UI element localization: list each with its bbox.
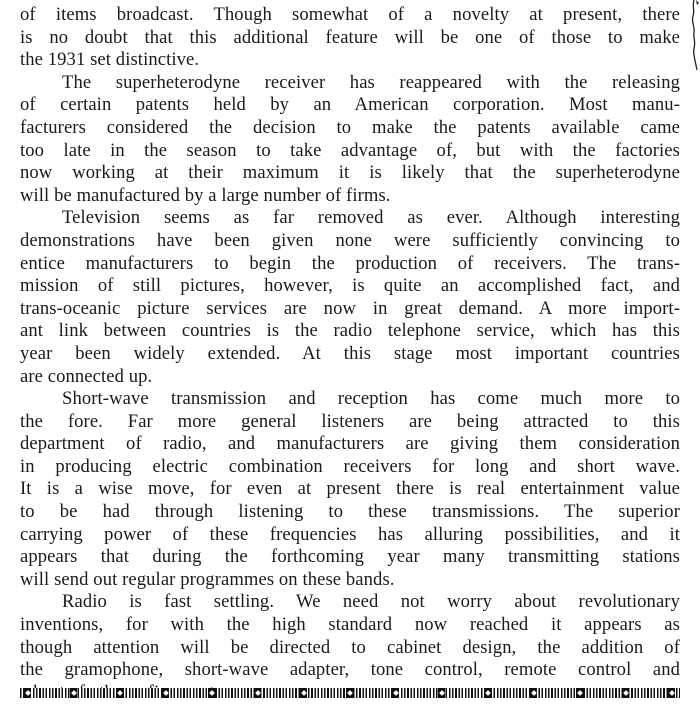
- ornament-block: [438, 688, 445, 698]
- text-line: entice manufacturers to begin the production of receivers. The trans-: [20, 252, 680, 274]
- text-line: The superheterodyne receiver has reappeared with the releasing: [62, 71, 680, 93]
- text-line: mission of still pictures, however, is quite an accomplished fact, and: [20, 275, 680, 297]
- torn-page-edge: [688, 0, 700, 72]
- ornament-block: [70, 688, 77, 698]
- ornament-block: [530, 688, 537, 698]
- paragraph-short-wave: [20, 388, 680, 591]
- text-line: It is a wise move, for even at present there is real entertainment value: [20, 478, 680, 500]
- text-line: will send out regular programmes on these bands.: [20, 568, 395, 590]
- ornament-block: [576, 688, 583, 698]
- ornament-block: [162, 688, 169, 698]
- text-line: Short-wave transmission and reception has come much more to: [62, 388, 680, 410]
- text-line: to be had through listening to these transmissions. The superior: [20, 501, 680, 523]
- text-line: carrying power of these frequencies has alluring possibilities, and it: [20, 523, 680, 545]
- text-line: in producing electric combination receivers for long and short wave.: [20, 455, 680, 477]
- ornament-block: [668, 688, 675, 698]
- text-line: department of radio, and manufacturers are giving them consideration: [20, 433, 680, 455]
- text-line: inventions, for with the high standard now reached it appears as: [20, 614, 680, 636]
- text-line: year been widely extended. At this stage most important countries: [20, 342, 680, 364]
- ornament-block: [24, 688, 31, 698]
- ornament-block: [346, 688, 353, 698]
- text-line: now working at their maximum it is likely that the superheterodyne: [20, 162, 680, 184]
- text-line: trans-oceanic picture services are now in great demand. A more import-: [20, 297, 680, 319]
- text-line: the 1931 set distinctive.: [20, 49, 200, 71]
- ornament-block: [208, 688, 215, 698]
- paragraph-television: [20, 207, 680, 388]
- ornament-block: [622, 688, 629, 698]
- text-line: facturers considered the decision to make the patents available came: [20, 116, 680, 138]
- paragraph-superheterodyne: [20, 72, 680, 208]
- text-line: though attention will be directed to cabinet design, the addition of: [20, 636, 680, 658]
- ornament-block: [392, 688, 399, 698]
- text-line: are connected up.: [20, 365, 153, 387]
- text-line: will be manufactured by a large number of firms.: [20, 184, 391, 206]
- text-line: the fore. Far more general listeners are being attracted to this: [20, 410, 680, 432]
- ornament-block: [116, 688, 123, 698]
- text-line: Radio is fast settling. We need not worry about revolutionary: [62, 591, 680, 613]
- text-line: too late in the season to take advantage of, but with the factories: [20, 139, 680, 161]
- text-line: of certain patents held by an American corporation. Most manu-: [20, 94, 680, 116]
- text-line: ant link between countries is the radio telephone service, which has this: [20, 320, 680, 342]
- ornament-block: [484, 688, 491, 698]
- text-line: of items broadcast. Though somewhat of a novelty at present, there: [20, 4, 680, 25]
- text-line: the gramophone, short-wave adapter, tone control, remote control and: [20, 659, 680, 681]
- decorative-rule-border: [20, 688, 680, 698]
- text-line: demonstrations have been given none were sufficiently convincing to: [20, 229, 680, 251]
- text-line: is no doubt that this additional feature will be one of those to make: [20, 26, 680, 48]
- ornament-block: [300, 688, 307, 698]
- document-body: [20, 4, 680, 704]
- paragraph-items-broadcast: [20, 4, 680, 72]
- ornament-block: [254, 688, 261, 698]
- text-line: appears that during the forthcoming year many transmitting stations: [20, 546, 680, 568]
- text-line: Television seems as far removed as ever. Although interesting: [62, 207, 680, 229]
